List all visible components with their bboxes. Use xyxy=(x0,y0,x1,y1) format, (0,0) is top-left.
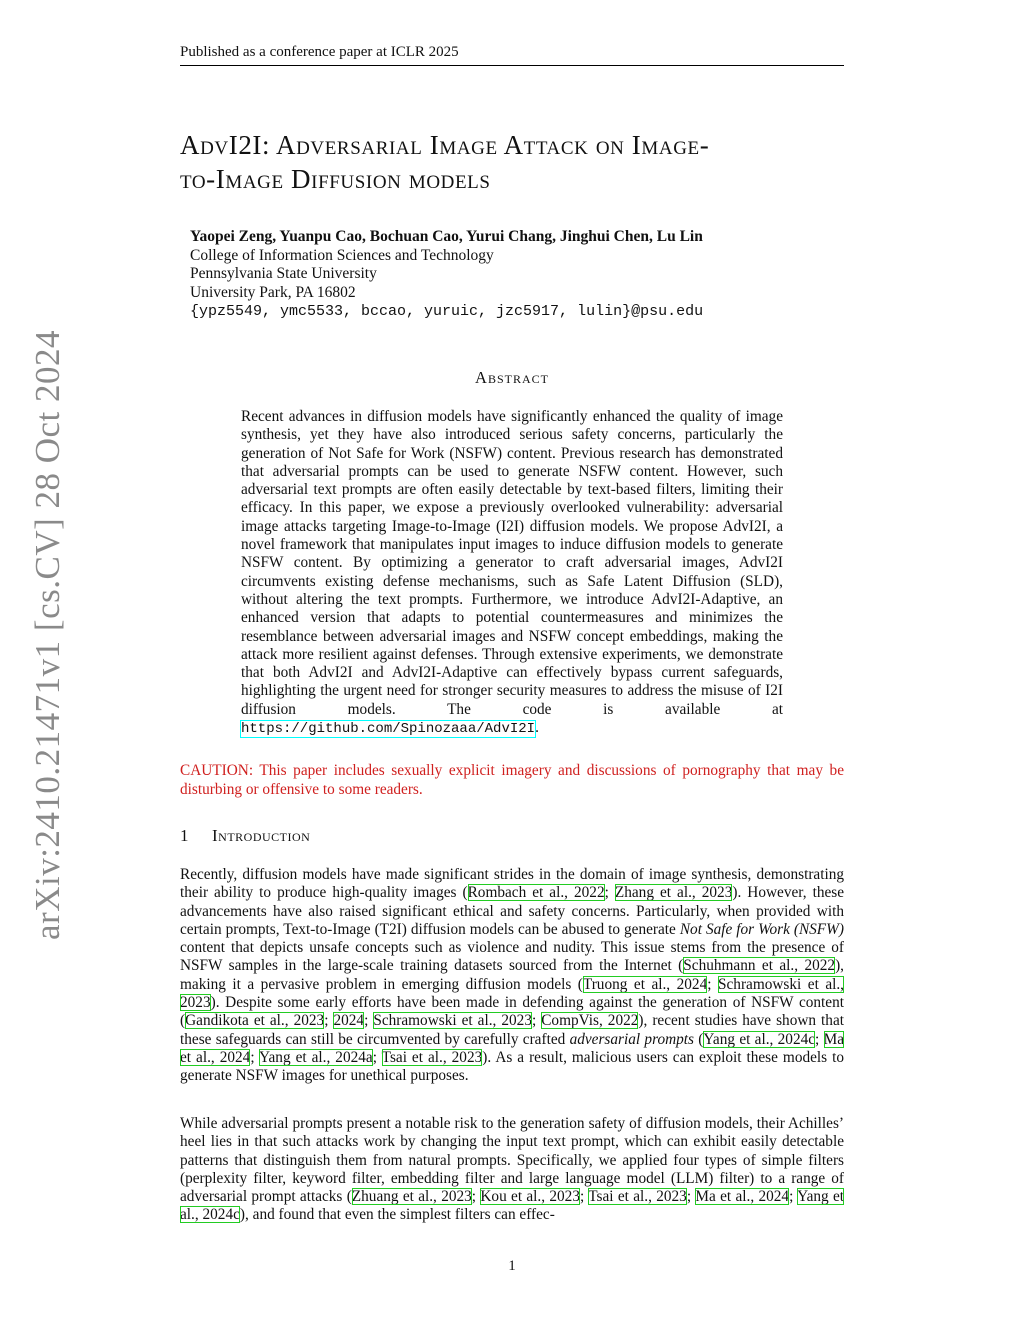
affiliation-university: Pennsylvania State University xyxy=(190,265,377,283)
text: content that depicts unsafe concepts such as violence and nudity. This issue stems from the presence of NSFW samples in the large-scale training datasets sourced from the Internet ( xyxy=(180,939,844,975)
text: ; xyxy=(531,1012,542,1030)
text: While adversarial prompts present a notable risk to the generation safety of diffusion models, their Achilles’ heel lies in that such attacks work by changing the input text prompt, which can exhibit easily detectable patterns that distinguish them from natural prompts. Specifically, we applied four types of simple filters (perplexity filter, keyword filter, embedding filter and large language model (LLM) filter) to a range of adversarial prompt attacks ( xyxy=(180,1115,844,1206)
author-names: Yaopei Zeng, Yuanpu Cao, Bochuan Cao, Yurui Chang, Jinghui Chen, Lu Lin xyxy=(190,228,703,245)
page-number: 1 xyxy=(508,1258,516,1274)
text: ), recent studies have shown that these safeguards can still be circumvented by carefully crafted xyxy=(180,1012,845,1048)
arxiv-stamp: arXiv:2410.21471v1 [cs.CV] 28 Oct 2024 xyxy=(28,329,67,940)
citation-link[interactable]: Yang et al., 2024c xyxy=(180,1188,845,1224)
emphasis-text: Not Safe for Work (NSFW) xyxy=(679,920,844,938)
text: ; xyxy=(372,1048,382,1066)
text: ; xyxy=(789,1188,798,1206)
citation-link[interactable]: Gandikota et al., 2023 xyxy=(185,1012,325,1030)
text: ). However, these advancements have also raised significant ethical and safety concerns. Particularly, when provided with certain prompts, Text-to-Image (T2I) diffusion models can be abused to generate xyxy=(180,884,845,938)
text: ), making it a pervasive problem in emerging diffusion models ( xyxy=(180,957,844,993)
intro-paragraph-1 xyxy=(180,866,844,1086)
citation-link[interactable]: Truong et al., 2024 xyxy=(582,975,708,993)
text: ; xyxy=(604,884,615,902)
citation-link[interactable]: Schuhmann et al., 2022 xyxy=(683,957,836,975)
citation-link[interactable]: Zhuang et al., 2023 xyxy=(351,1188,472,1206)
section-number: 1 xyxy=(180,826,189,845)
affiliation-department: College of Information Sciences and Technology xyxy=(190,246,494,264)
citation-link[interactable]: Ma et al., 2024 xyxy=(180,1030,845,1066)
abstract-heading: Abstract xyxy=(475,368,549,387)
affiliation-address: University Park, PA 16802 xyxy=(190,284,356,302)
citation-link[interactable]: Schramowski et al., 2023 xyxy=(373,1012,532,1030)
citation-link[interactable]: Rombach et al., 2022 xyxy=(467,884,605,902)
abstract-end: . xyxy=(535,719,539,737)
text: ). Despite some early efforts have been made in defending against the generation of NSFW content ( xyxy=(180,994,844,1030)
text: ). As a result, malicious users can exploit these models to generate NSFW images for unethical purposes. xyxy=(180,1048,844,1085)
section-heading xyxy=(180,826,844,846)
section-title: Introduction xyxy=(212,826,311,845)
title-line-1: AdvI2I: Adversarial Image Attack on Image- xyxy=(180,130,710,160)
text: ; xyxy=(250,1048,259,1066)
abstract-text: Recent advances in diffusion models have significantly enhanced the quality of image synthesis, yet they have also introduced serious safety concerns, particularly the generation of Not Safe for Work (NSFW) content. Previous research has demonstrated that adversarial prompts can be used to generate NSFW content. However, such adversarial text prompts are often easily detectable by text-based filters, limiting their efficacy. In this paper, we expose a previously overlooked vulnerability: adversarial image attacks targeting Image-to-Image (I2I) diffusion models. We propose AdvI2I, a novel framework that manipulates input images to induce diffusion models to generate NSFW content. By optimizing a generator to craft adversarial images, AdvI2I circumvents existing defense mechanisms, such as Safe Latent Diffusion (SLD), without altering the text prompts. Furthermore, we introduce AdvI2I-Adaptive, an enhanced version that adapts to potential countermeasures and minimizes the resemblance between adversarial images and NSFW concept embeddings, making the attack more resilient against defenses. Through extensive experiments, we demonstrate that both AdvI2I and AdvI2I-Adaptive can effectively bypass current safeguards, highlighting the urgent need for stronger security measures to address the misuse of I2I diffusion models. The code is available at xyxy=(241,408,783,718)
citation-link[interactable]: Yang et al., 2024c xyxy=(703,1030,816,1048)
citation-link[interactable]: Ma et al., 2024 xyxy=(695,1188,790,1206)
citation-link[interactable]: CompVis, 2022 xyxy=(541,1012,639,1030)
text: ( xyxy=(694,1030,704,1048)
citation-link[interactable]: Kou et al., 2023 xyxy=(480,1188,580,1206)
text: ; xyxy=(579,1188,589,1206)
citation-link[interactable]: Zhang et al., 2023 xyxy=(614,884,733,902)
abstract-body xyxy=(241,408,783,738)
title-line-2: to-Image Diffusion models xyxy=(180,164,491,194)
citation-link[interactable]: Tsai et al., 2023 xyxy=(381,1048,483,1066)
text: ; xyxy=(686,1188,696,1206)
emphasis-text: adversarial prompts xyxy=(569,1030,694,1048)
author-block xyxy=(190,228,830,322)
text: ), and found that even the simplest filters can effec- xyxy=(239,1206,555,1224)
text: ; xyxy=(364,1012,374,1030)
citation-link[interactable]: 2024 xyxy=(333,1012,365,1030)
text: ; xyxy=(324,1012,334,1030)
text: ; xyxy=(707,975,718,993)
citation-link[interactable]: Schramowski et al., 2023 xyxy=(180,975,845,1012)
text: ; xyxy=(815,1030,824,1048)
running-header: Published as a conference paper at ICLR 2025 xyxy=(180,44,844,66)
paper-title xyxy=(180,128,850,196)
code-link[interactable]: https://github.com/Spinozaaa/AdvI2I xyxy=(241,721,536,738)
citation-link[interactable]: Yang et al., 2024a xyxy=(259,1048,373,1066)
author-emails: {ypz5549, ymc5533, bccao, yuruic, jzc5917, lulin}@psu.edu xyxy=(190,302,704,320)
intro-paragraph-2 xyxy=(180,1115,844,1225)
citation-link[interactable]: Tsai et al., 2023 xyxy=(588,1188,687,1206)
caution-notice: CAUTION: This paper includes sexually explicit imagery and discussions of pornography that may be disturbing or offensive to some readers. xyxy=(180,762,844,798)
text: Recently, diffusion models have made significant strides in the domain of image synthesis, demonstrating their ability to produce high-quality images ( xyxy=(180,866,844,902)
text: ; xyxy=(471,1188,481,1206)
